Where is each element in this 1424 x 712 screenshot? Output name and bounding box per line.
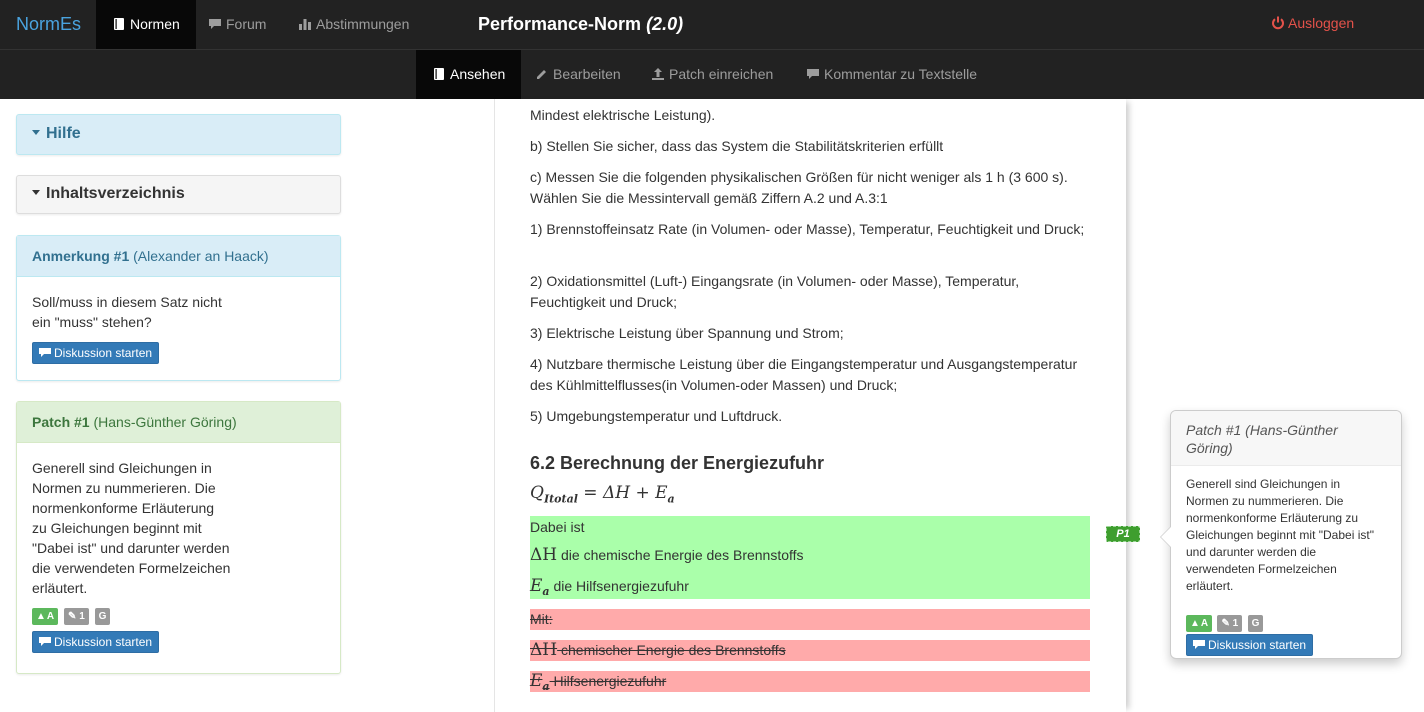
annotation-text: Soll/muss in diesem Satz nicht ein "muss" stehen?: [32, 294, 222, 330]
nav-forum[interactable]: Forum: [192, 0, 282, 49]
patch-popover: [1170, 410, 1402, 659]
g-label[interactable]: G: [1248, 615, 1264, 632]
patch-marker[interactable]: P1: [1106, 526, 1140, 542]
inserted-text-block[interactable]: Dabei ist ΔH die chemische Energie des Brennstoffs $E_a$ die Hilfsenergiezufuhr: [530, 516, 1090, 599]
inserted-row: ΔH die chemische Energie des Brennstoffs: [530, 545, 804, 565]
power-icon: [1271, 16, 1285, 30]
comment-icon: [39, 636, 51, 647]
caret-down-icon: [32, 190, 40, 195]
start-discussion-button[interactable]: Diskussion starten: [32, 631, 159, 653]
start-discussion-button[interactable]: Diskussion starten: [1186, 634, 1313, 656]
comment-icon: [39, 347, 51, 358]
toc-panel-title: Inhaltsverzeichnis: [46, 185, 185, 202]
tab-bearbeiten[interactable]: Bearbeiten: [519, 50, 637, 99]
caret-down-icon: [32, 130, 40, 135]
tab-kommentar[interactable]: Kommentar zu Textstelle: [790, 50, 993, 99]
doc-version: (2.0): [646, 14, 684, 34]
inserted-row: $E_a$ die Hilfsenergiezufuhr: [530, 576, 689, 598]
nav-abstimmungen[interactable]: Abstimmungen: [282, 0, 425, 49]
help-panel-title: Hilfe: [46, 125, 81, 142]
doc-paragraph: 1) Brennstoffeinsatz Rate (in Volumen- oder Masse), Temperatur, Feuchtigkeit und Druck;: [530, 221, 1085, 237]
book-icon: [112, 17, 126, 31]
document-toolbar: [0, 49, 1424, 99]
edit-count-label[interactable]: ✎ 1: [64, 608, 89, 625]
popover-arrow: [1160, 526, 1171, 548]
accept-label[interactable]: ▲A: [1186, 615, 1212, 632]
section-heading: 6.2 Berechnung der Energiezufuhr: [530, 453, 825, 473]
accept-label[interactable]: ▲A: [32, 608, 58, 625]
toc-panel[interactable]: [16, 175, 341, 214]
patch-panel: [16, 401, 341, 674]
logout-link[interactable]: Ausloggen: [1271, 15, 1354, 31]
annotation-panel: [16, 235, 341, 381]
annotation-header: Anmerkung #1 (Alexander an Haack): [17, 236, 340, 277]
bar-chart-icon: [298, 17, 312, 31]
doc-paragraph: b) Stellen Sie sicher, dass das System die Stabilitätskriterien erfüllt: [530, 138, 944, 154]
g-label[interactable]: G: [95, 608, 111, 625]
help-panel[interactable]: [16, 114, 341, 155]
deleted-text[interactable]: ΔH chemischer Energie des Brennstoffs: [530, 640, 1090, 661]
patch-text: Generell sind Gleichungen in Normen zu nummerieren. Die normenkonforme Erläuterung zu Gleichungen beginnt mit "Dabei ist" und darunter werden die verwendeten Formelzeichen erläutert.: [32, 460, 231, 596]
document-content: [494, 99, 1126, 712]
comment-icon: [806, 67, 820, 81]
doc-paragraph: 2) Oxidationsmittel (Luft-) Eingangsrate (in Volumen- oder Masse), Temperatur, Feuchtigkeit und Druck;: [530, 273, 1020, 310]
deleted-text[interactable]: $E_a$ Hilfsenergiezufuhr: [530, 671, 1090, 692]
doc-paragraph: c) Messen Sie die folgenden physikalischen Größen für nicht weniger als 1 h (3 600 s). Wählen Sie die Messintervall gemäß Ziffern A.2 und A.3:1: [530, 169, 1068, 206]
nav-normen[interactable]: Normen: [96, 0, 196, 49]
popover-title: Patch #1 (Hans-Günther Göring): [1171, 411, 1401, 466]
popover-text: Generell sind Gleichungen in Normen zu nummerieren. Die normenkonforme Erläuterung zu Gleichungen beginnt mit "Dabei ist" und darunter werden die verwendeten Formelzeichen erläutert.: [1186, 477, 1374, 593]
comment-icon: [208, 17, 222, 31]
comment-icon: [1193, 639, 1205, 650]
tab-ansehen[interactable]: Ansehen: [416, 50, 521, 99]
doc-paragraph: 3) Elektrische Leistung über Spannung und Strom;: [530, 325, 844, 341]
tab-patch-einreichen[interactable]: Patch einreichen: [635, 50, 789, 99]
deleted-text[interactable]: Mit:: [530, 609, 1090, 630]
patch-header: Patch #1 (Hans-Günther Göring): [17, 402, 340, 443]
doc-paragraph: Mindest elektrische Leistung).: [530, 107, 716, 123]
brand-logo[interactable]: NormEs: [16, 14, 82, 34]
pencil-icon: [535, 67, 549, 81]
doc-paragraph: 4) Nutzbare thermische Leistung über die Eingangstemperatur und Ausgangstemperatur des Kühlmittelflusses(in Volumen-oder Massen) und Druck;: [530, 356, 1078, 393]
top-navbar: [0, 0, 1424, 49]
start-discussion-button[interactable]: Diskussion starten: [32, 342, 159, 364]
upload-icon: [651, 67, 665, 81]
doc-paragraph: 5) Umgebungstemperatur und Luftdruck.: [530, 408, 783, 424]
page-title: Performance-Norm (2.0): [478, 14, 684, 34]
formula: $Q_{Itotal} = \Delta H + E_a$: [530, 483, 675, 506]
edit-count-label[interactable]: ✎ 1: [1217, 615, 1242, 632]
book-icon: [432, 67, 446, 81]
